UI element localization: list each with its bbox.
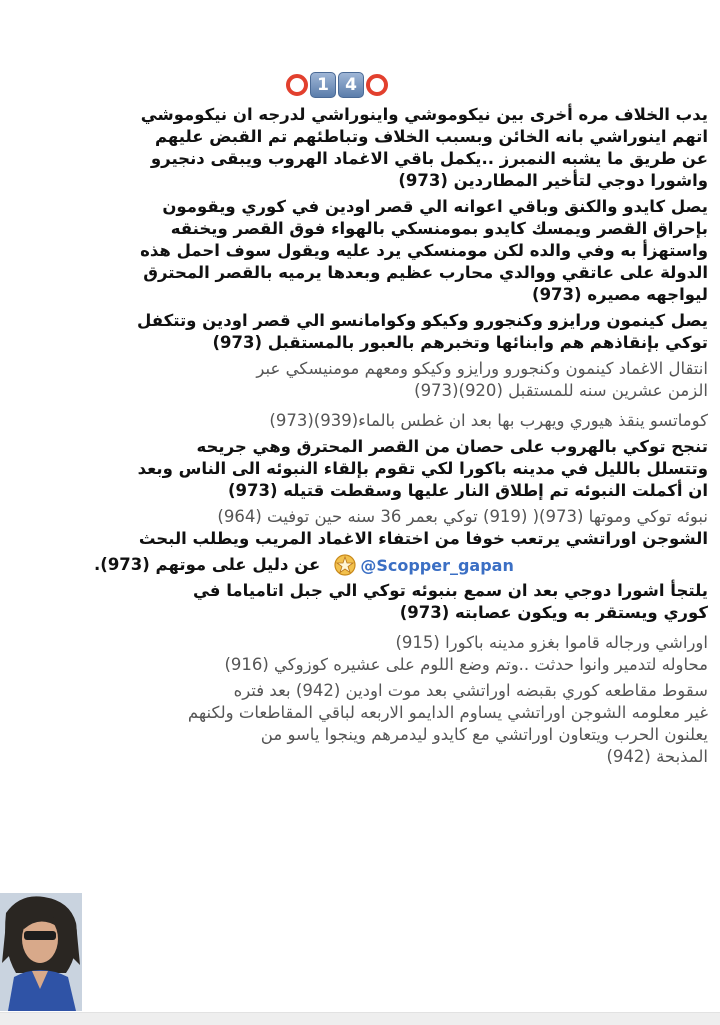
text-line: واستهزأ به وفي والده لكن مومنسكي يرد عليه ويقول سوف احمل هذه: [140, 241, 708, 260]
watermark-handle-text: @Scopper_gapan: [360, 555, 514, 575]
text-line: كوري ويستقر به ويكون عصابته (973): [399, 603, 708, 622]
ring-left-icon: [286, 74, 308, 96]
text-line: يصل كايدو والكنق وباقي اعوانه الي قصر اودين في كوري ويقومون: [162, 197, 708, 216]
text-line: الزمن عشرين سنه للمستقبل (920)(973): [414, 381, 708, 400]
text-line: واشورا دوجي لتأخير المطاردين (973): [398, 171, 708, 190]
text-line: يعلنون الحرب ويتعاون اوراتشي مع كايدو ليدمرهم وينجوا ياسو من: [260, 725, 708, 744]
text-line: يلتجأ اشورا دوجي بعد ان سمع بنبوئه توكي الي جبل اتامياما في: [192, 581, 708, 600]
text-line: انتقال الاغماد كينمون وكنجورو ورايزو وكيكو ومعهم مومنيسكي عبر: [256, 359, 708, 378]
text-line: سقوط مقاطعه كوري بقبضه اوراتشي بعد موت اودين (942) بعد فتره: [233, 681, 708, 700]
text-line: الدولة على عاتقي ووالدي محارب عظيم وبعدها يرميه بالقصر المحترق: [143, 263, 708, 282]
text-line: تنجح توكي بالهروب على حصان من القصر المحترق وهي جريحه: [196, 437, 708, 456]
text-line: الشوجن اوراتشي يرتعب خوفا من اختفاء الاغماد المريب ويطلب البحث: [138, 529, 708, 548]
text-line: بإحراق القصر ويمسك كايدو بمومنسكي بالهواء فوق القصر ويخنقه: [170, 219, 708, 238]
text-line: اتهم اينوراشي بانه الخائن وبسبب الخلاف وتباطئهم تم القبض عليهم: [154, 127, 708, 146]
text-line: محاوله لتدمير وانوا حدثت ..وتم وضع اللوم على عشيره كوزوكي (916): [224, 655, 708, 674]
ring-right-icon: [366, 74, 388, 96]
avatar: [0, 893, 82, 1011]
character-portrait-icon: [0, 893, 82, 1011]
bottom-strip: [0, 1012, 720, 1025]
text-line: وتتسلل بالليل في مدينه باكورا لكي تقوم بإلقاء النبوئه الى الناس وبعد: [137, 459, 708, 478]
text-body: [94, 104, 708, 768]
text-line: عن دليل على موتهم (973).: [94, 555, 321, 574]
text-line: غير معلومه الشوجن اوراتشي يساوم الدايمو الاربعه لباقي المقاطعات ولكنهم: [187, 703, 708, 722]
text-line: توكي بإنقاذهم هم وابنائها وتخبرهم بالعبور بالمستقبل (973): [212, 333, 708, 352]
text-line: عن طريق ما يشبه النمبرز ..يكمل باقي الاغماد الهروب ويبقى دنجيرو: [150, 149, 708, 168]
page-number-badge: [286, 70, 388, 100]
text-line: ان أكملت النبوئه تم إطلاق النار عليها وسقطت قتيله (973): [228, 481, 708, 500]
text-line: اوراشي ورجاله قاموا بغزو مدينه باكورا (915): [395, 633, 708, 652]
text-line: نبوئه توكي وموتها (973)( (919) توكي بعمر 36 سنه حين توفيت (964): [217, 507, 708, 526]
text-line: يصل كينمون ورايزو وكنجورو وكيكو وكوامانسو الي قصر اودين وتتكفل: [137, 311, 708, 330]
text-line: المذبحة (942): [606, 747, 708, 766]
digit-2: 4: [338, 72, 364, 98]
text-line: يدب الخلاف مره أخرى بين نيكوموشي واينوراشي لدرجه ان نيكوموشي: [140, 105, 708, 124]
text-line: ليواجهه مصيره (973): [532, 285, 708, 304]
digit-1: 1: [310, 72, 336, 98]
star-emblem-icon: [334, 554, 356, 576]
line-with-watermark: [94, 554, 708, 576]
text-line: كوماتسو ينقذ هيوري ويهرب بها بعد ان غطس بالماء(939)(973): [269, 411, 708, 430]
watermark-handle: [334, 554, 514, 576]
